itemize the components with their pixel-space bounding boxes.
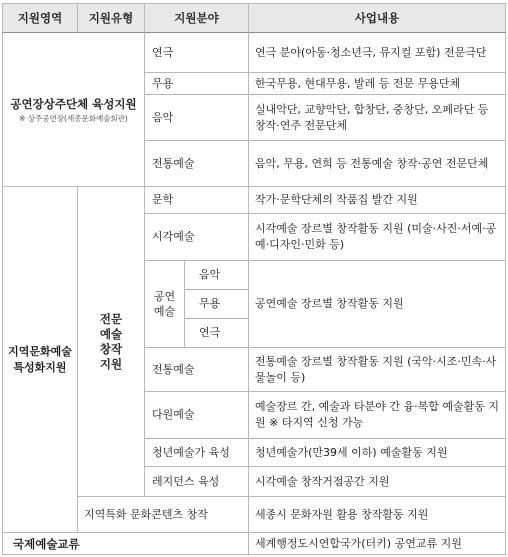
field-multidisciplinary-arts: 다원예술 [145, 392, 249, 439]
section-resident-company [2, 33, 145, 187]
content-regional-traditional-arts: 전통예술 장르별 창작활동 지원 (국악·시조·민속·사물놀이 등) [249, 348, 506, 392]
field-performing-arts-line1: 공연 [153, 290, 176, 303]
content-traditional-arts: 음악, 무용, 연희 등 전통예술 창작·공연 전문단체 [249, 141, 506, 187]
field-music: 음악 [145, 95, 249, 141]
subfield-theater: 연극 [185, 319, 249, 348]
content-international-exchange: 세계행정도시연합국가(터키) 공연교류 지원 [249, 533, 506, 555]
subfield-dance: 무용 [185, 290, 249, 319]
content-multidisciplinary-arts: 예술장르 간, 예술과 타분야 간 융·복합 예술활동 지원 ※ 타지역 신청 가능 [249, 392, 506, 439]
header-support-field: 지원분야 [145, 3, 249, 33]
content-visual-arts: 시각예술 장르별 창작활동 지원 (미술·사진·서예·공예·디자인·민화 등) [249, 214, 506, 261]
field-performing-arts-line2: 예술 [153, 305, 176, 318]
type-creation-line1: 전문 [99, 311, 123, 326]
header-program-content: 사업내용 [249, 3, 506, 33]
field-performing-arts [145, 261, 185, 348]
field-residency: 레지던스 육성 [145, 467, 249, 497]
field-dance: 무용 [145, 73, 249, 95]
field-literature: 문학 [145, 187, 249, 214]
content-literature: 작가·문학단체의 작품집 발간 지원 [249, 187, 506, 214]
field-visual-arts: 시각예술 [145, 214, 249, 261]
content-music: 실내악단, 교향악단, 합창단, 중창단, 오페라단 등 창작·연주 전문단체 [249, 95, 506, 141]
section-resident-company-note: ※ 상주공연장(세종문화예술회관) [19, 113, 128, 123]
header-support-type: 지원유형 [78, 3, 145, 33]
section-regional-specialization [2, 187, 78, 533]
field-young-artist: 청년예술가 육성 [145, 439, 249, 467]
content-performing-arts: 공연예술 장르별 창작활동 지원 [249, 261, 506, 348]
header-support-area: 지원영역 [2, 3, 78, 33]
type-creation-line2: 예술 [99, 326, 123, 341]
type-creation-line3: 창작 [99, 341, 123, 356]
content-dance: 한국무용, 현대무용, 발레 등 전문 무용단체 [249, 73, 506, 95]
section-international-exchange: 국제예술교류 [2, 533, 249, 555]
content-young-artist: 청년예술가(만39세 이하) 예술활동 지원 [249, 439, 506, 467]
content-regional-content-creation: 세종시 문화자원 활용 창작활동 지원 [249, 497, 506, 533]
section-regional-title-line2: 특성화지원 [13, 360, 67, 374]
field-theater: 연극 [145, 33, 249, 73]
content-theater: 연극 분야(아동·청소년극, 뮤지컬 포함) 전문극단 [249, 33, 506, 73]
type-regional-content-creation: 지역특화 문화콘텐츠 창작 [78, 497, 249, 533]
content-residency: 시각예술 창작거점공간 지원 [249, 467, 506, 497]
section-resident-company-title: 공연장상주단체 육성지원 [10, 96, 137, 111]
field-traditional-arts: 전통예술 [145, 141, 249, 187]
field-regional-traditional-arts: 전통예술 [145, 348, 249, 392]
section-regional-title-line1: 지역문화예술 [8, 344, 72, 358]
type-creation-line4: 지원 [99, 356, 123, 371]
type-professional-creation [78, 187, 145, 497]
subfield-music: 음악 [185, 261, 249, 290]
